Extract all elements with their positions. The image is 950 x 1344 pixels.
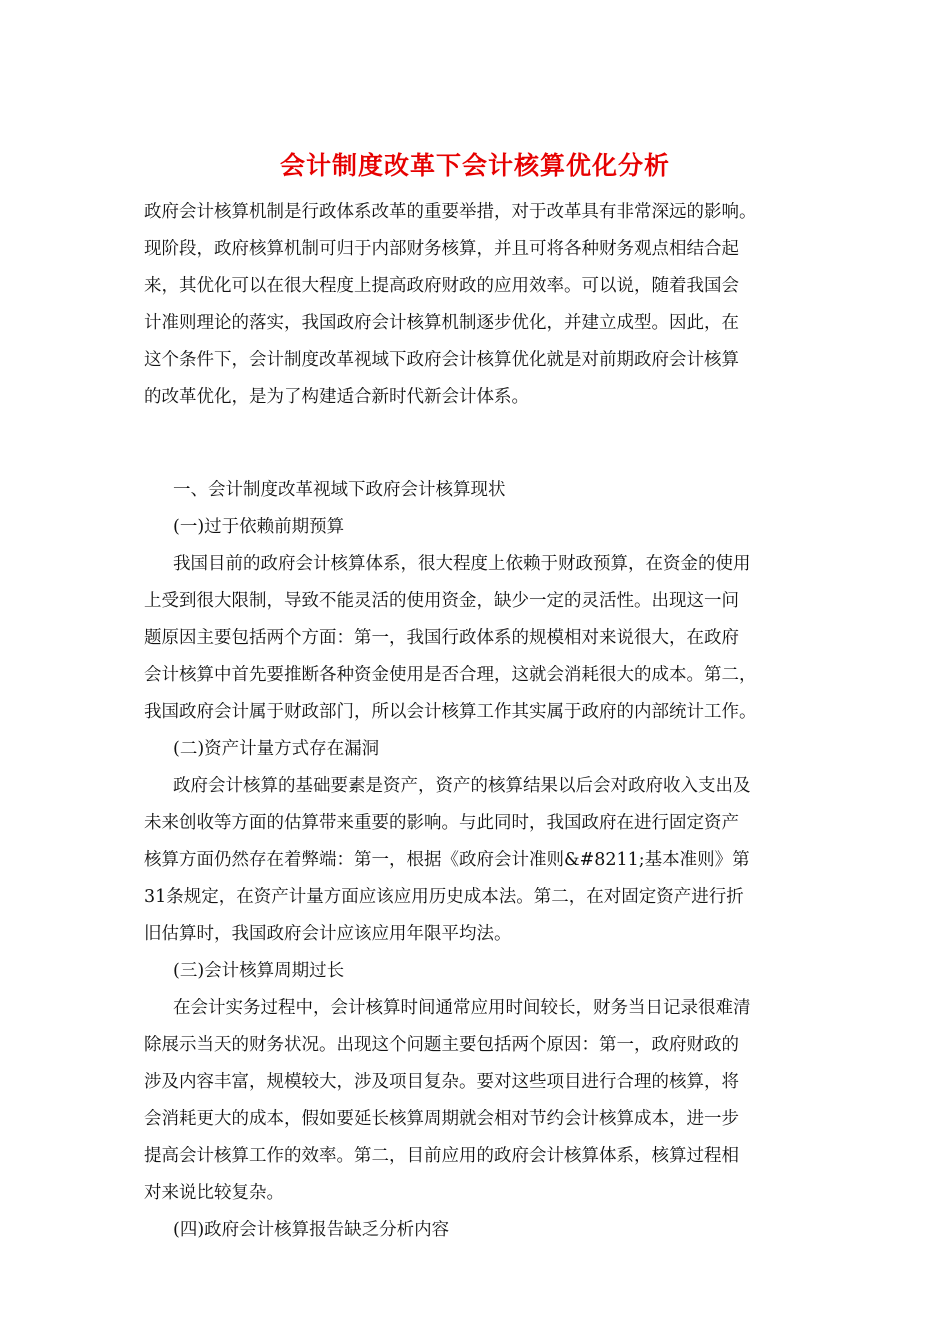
subsection-heading: (二)资产计量方式存在漏洞 [173,739,380,759]
paragraph-spacer [144,416,808,472]
text-line: 31条规定，在资产计量方面应该应用历史成本法。第二，在对固定资产进行折 [144,887,744,907]
paragraph-cycle [144,990,808,1212]
paragraph-assets [144,768,808,953]
paragraph-budget [144,546,808,731]
text-line: 政府会计核算的基础要素是资产，资产的核算结果以后会对政府收入支出及 [173,776,751,796]
text-line: 除展示当天的财务状况。出现这个问题主要包括两个原因：第一，政府财政的 [144,1035,739,1055]
text-line: 来，其优化可以在很大程度上提高政府财政的应用效率。可以说，随着我国会 [144,276,739,296]
text-line: 未来创收等方面的估算带来重要的影响。与此同时，我国政府在进行固定资产 [144,813,739,833]
text-line: 提高会计核算工作的效率。第二，目前应用的政府会计核算体系，核算过程相 [144,1146,739,1166]
text-line: 核算方面仍然存在着弊端：第一，根据《政府会计准则&#8211;基本准则》第 [144,850,750,870]
document-title: 会计制度改革下会计核算优化分析 [279,151,670,180]
subsection-heading: (四)政府会计核算报告缺乏分析内容 [173,1220,450,1240]
text-line: 在会计实务过程中，会计核算时间通常应用时间较长，财务当日记录很难清 [173,998,751,1018]
subsection-heading: (三)会计核算周期过长 [173,961,345,981]
text-line: 我国政府会计属于财政部门，所以会计核算工作其实属于政府的内部统计工作。 [144,702,757,722]
text-line: 计准则理论的落实，我国政府会计核算机制逐步优化，并建立成型。因此，在 [144,313,739,333]
text-line: 涉及内容丰富，规模较大，涉及项目复杂。要对这些项目进行合理的核算，将 [144,1072,739,1092]
text-line: 题原因主要包括两个方面：第一，我国行政体系的规模相对来说很大，在政府 [144,628,739,648]
section-heading: 一、会计制度改革视域下政府会计核算现状 [173,480,506,500]
text-line: 上受到很大限制，导致不能灵活的使用资金，缺少一定的灵活性。出现这一问 [144,591,739,611]
text-line: 现阶段，政府核算机制可归于内部财务核算，并且可将各种财务观点相结合起 [144,239,739,259]
text-line: 对来说比较复杂。 [144,1183,284,1203]
text-line: 会消耗更大的成本，假如要延长核算周期就会相对节约会计核算成本，进一步 [144,1109,739,1129]
text-line: 政府会计核算机制是行政体系改革的重要举措，对于改革具有非常深远的影响。 [144,202,757,222]
text-line: 的改革优化，是为了构建适合新时代新会计体系。 [144,387,529,407]
text-line: 这个条件下，会计制度改革视域下政府会计核算优化就是对前期政府会计核算 [144,350,739,370]
subsection-heading: (一)过于依赖前期预算 [173,517,345,537]
text-line: 我国目前的政府会计核算体系，很大程度上依赖于财政预算，在资金的使用 [173,554,751,574]
document-body [144,194,808,1249]
paragraph-intro [144,194,808,416]
text-line: 旧估算时，我国政府会计应该应用年限平均法。 [144,924,512,944]
text-line: 会计核算中首先要推断各种资金使用是否合理，这就会消耗很大的成本。第二， [144,665,757,685]
